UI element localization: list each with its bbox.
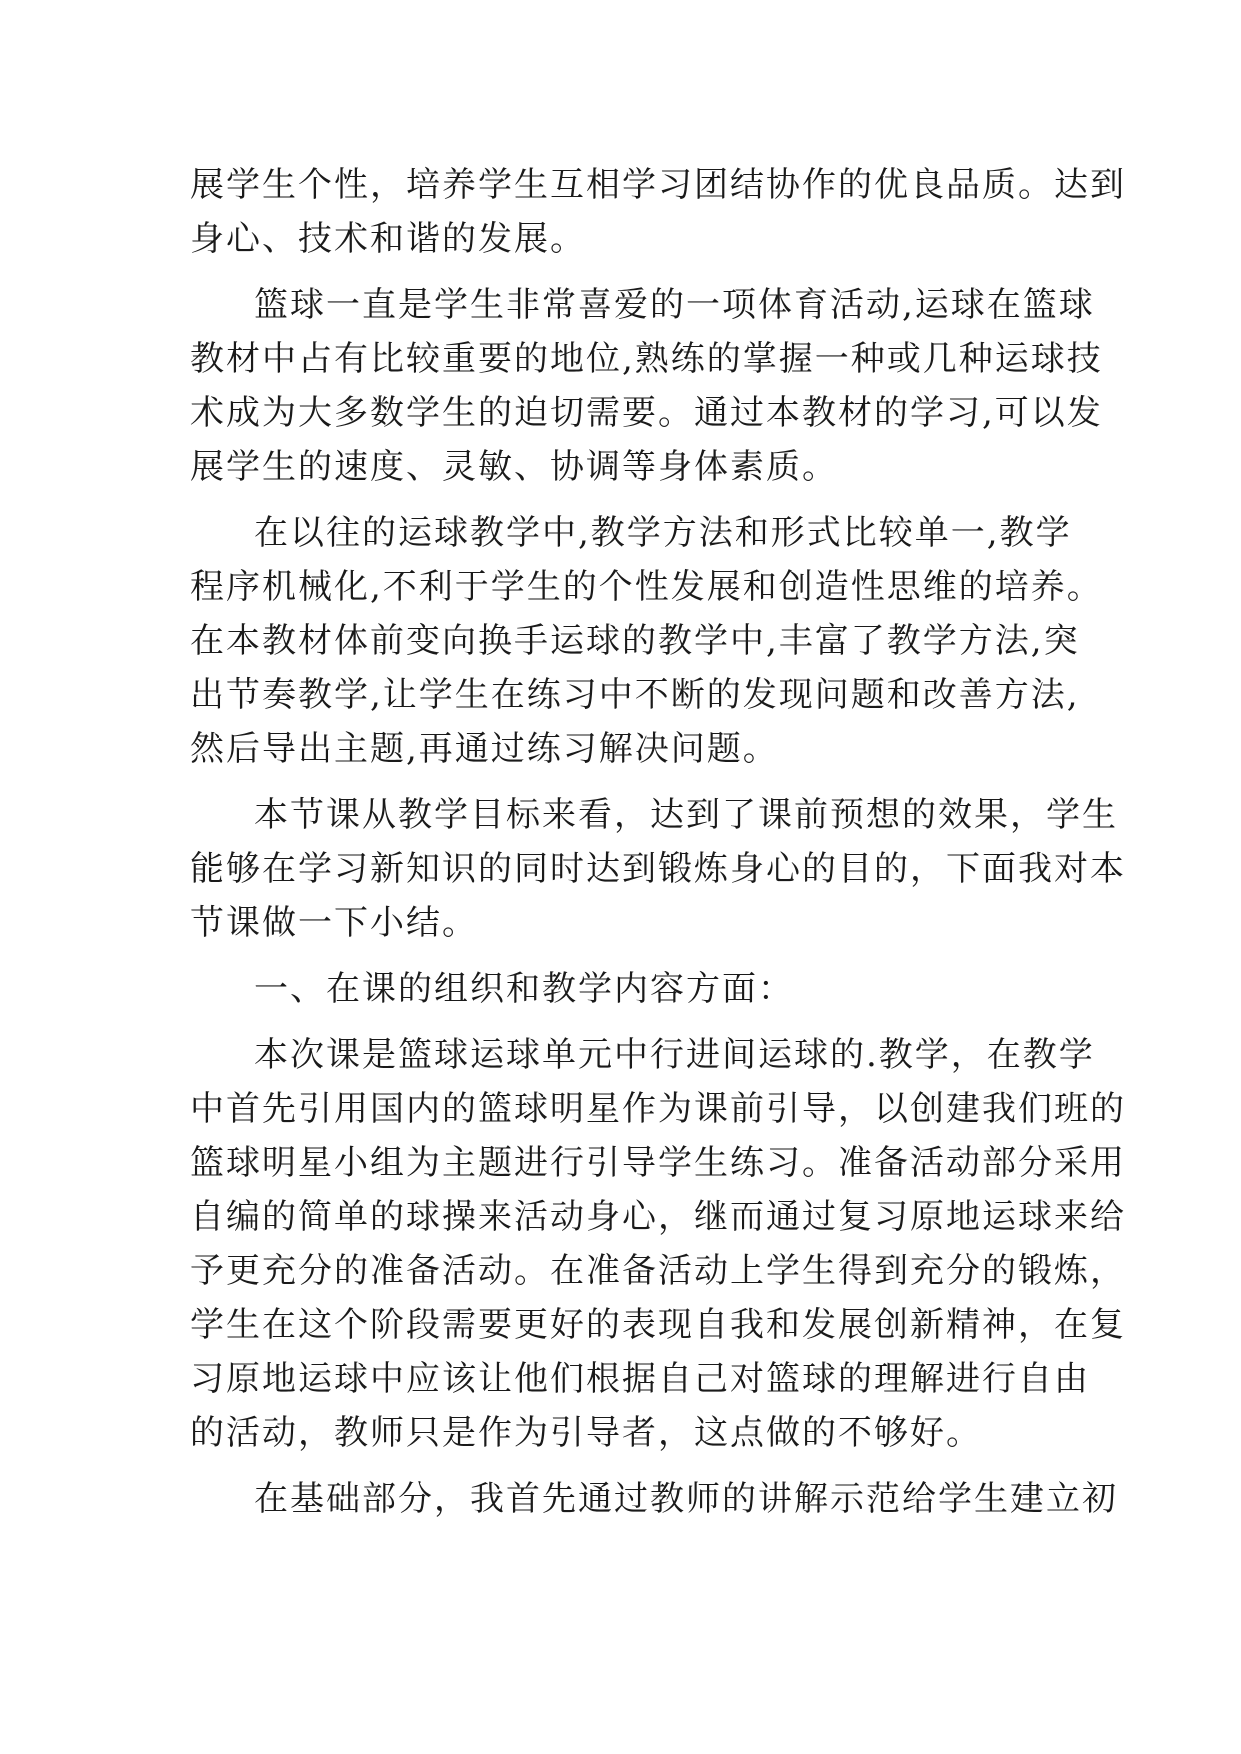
text-line: 习原地运球中应该让他们根据自己对篮球的理解进行自由 — [190, 1359, 1090, 1399]
paragraph — [190, 788, 1126, 950]
text-line: 学生在这个阶段需要更好的表现自我和发展创新精神，在复 — [190, 1305, 1126, 1345]
paragraph — [190, 158, 1126, 266]
text-line: 程序机械化,不利于学生的个性发展和创造性思维的培养。 — [190, 567, 1103, 607]
paragraph — [190, 1028, 1126, 1460]
text-line: 一、在课的组织和教学内容方面： — [254, 969, 794, 1009]
text-line: 自编的简单的球操来活动身心，继而通过复习原地运球来给 — [190, 1197, 1126, 1237]
text-line: 本节课从教学目标来看，达到了课前预想的效果，学生 — [254, 795, 1118, 835]
paragraph — [190, 506, 1103, 776]
text-line: 出节奏教学,让学生在练习中不断的发现问题和改善方法, — [190, 675, 1080, 715]
text-line: 能够在学习新知识的同时达到锻炼身心的目的，下面我对本 — [190, 849, 1126, 889]
document-body — [190, 158, 1126, 1526]
text-line: 在以往的运球教学中,教学方法和形式比较单一,教学 — [254, 513, 1072, 553]
text-line: 术成为大多数学生的迫切需要。通过本教材的学习,可以发 — [190, 393, 1103, 433]
text-line: 的活动，教师只是作为引导者，这点做的不够好。 — [190, 1413, 982, 1453]
text-line: 教材中占有比较重要的地位,熟练的掌握一种或几种运球技 — [190, 339, 1103, 379]
text-line: 然后导出主题,再通过练习解决问题。 — [190, 729, 779, 769]
section-heading — [190, 962, 1052, 1016]
paragraph — [190, 278, 1103, 494]
text-line: 本次课是篮球运球单元中行进间运球的.教学，在教学 — [254, 1035, 1095, 1075]
text-line: 篮球一直是学生非常喜爱的一项体育活动,运球在篮球 — [254, 285, 1095, 325]
paragraph — [190, 1472, 1118, 1526]
text-line: 身心、技术和谐的发展。 — [190, 219, 586, 259]
text-line: 中首先引用国内的篮球明星作为课前引导，以创建我们班的 — [190, 1089, 1126, 1129]
text-line: 展学生个性，培养学生互相学习团结协作的优良品质。达到 — [190, 165, 1126, 205]
text-line: 在本教材体前变向换手运球的教学中,丰富了教学方法,突 — [190, 621, 1080, 661]
text-line: 在基础部分，我首先通过教师的讲解示范给学生建立初 — [254, 1479, 1118, 1519]
text-line: 展学生的速度、灵敏、协调等身体素质。 — [190, 447, 838, 487]
text-line: 篮球明星小组为主题进行引导学生练习。准备活动部分采用 — [190, 1143, 1126, 1183]
text-line: 予更充分的准备活动。在准备活动上学生得到充分的锻炼， — [190, 1251, 1126, 1291]
text-line: 节课做一下小结。 — [190, 903, 478, 943]
